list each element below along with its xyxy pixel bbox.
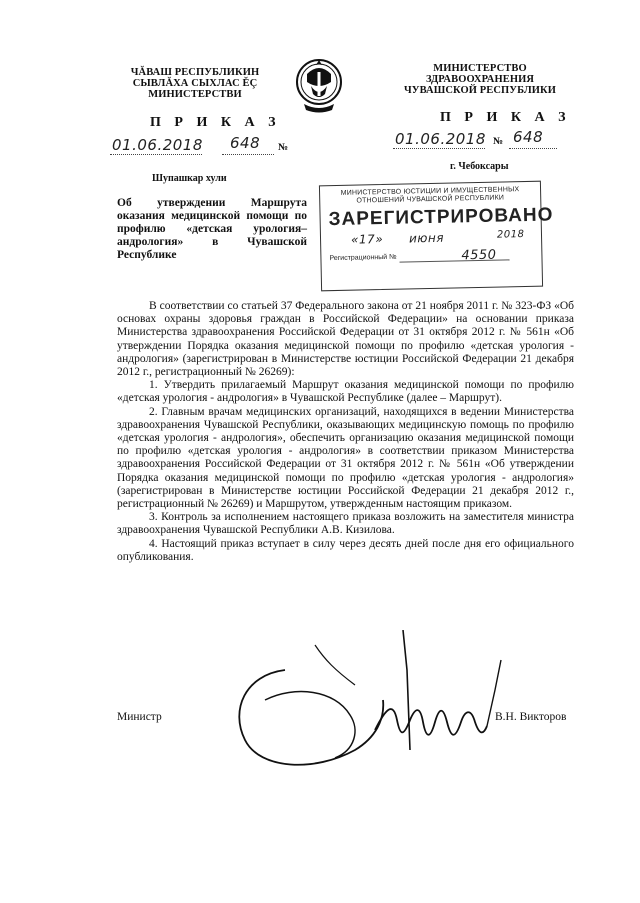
left-header-line3: МИНИСТЕРСТВИ: [148, 89, 242, 100]
right-header-line2: ЗДРАВООХРАНЕНИЯ: [425, 74, 535, 85]
left-prikaz-title: П Р И К А З: [150, 115, 281, 130]
document-body: [117, 300, 574, 564]
stamp-reg-number: 4550: [461, 247, 497, 264]
left-header: [95, 67, 295, 100]
right-header-line1: МИНИСТЕРСТВО: [433, 63, 527, 74]
emblem-icon: [294, 52, 344, 116]
body-intro: В соответствии со статьей 37 Федерального закона от 21 ноября 2011 г. № 323-ФЗ «Об основах охраны здоровья граждан в Российской Федерации» на основании приказа Министерства здравоохранения Российской Федерации от 31 октября 2012 г. № 561н «Об утверждении Порядка оказания медицинской помощи по профилю «детская урология - андрология» (зарегистрирован в Министерстве юстиции Российской Федерации 21 декабря 2012 г., регистрационный № 26269):: [117, 300, 574, 379]
right-city: г. Чебоксары: [450, 161, 509, 172]
stamp-line2: ОТНОШЕНИЙ ЧУВАШСКОЙ РЕСПУБЛИКИ: [356, 194, 505, 205]
coat-of-arms-emblem: [294, 52, 344, 116]
right-number-underline: [509, 148, 557, 149]
stamp-registration: [329, 249, 533, 265]
stamp-date: [329, 229, 533, 249]
left-date: 01.06.2018: [112, 136, 203, 154]
left-header-line2: СЫВЛĂХА СЫХЛАС ĔÇ: [132, 78, 258, 89]
body-item-2: 2. Главным врачам медицинских организаций, находящихся в ведении Министерства здравоохранения Чувашской Республики, оказывающих медицинскую помощь по профилю «детская урология - андрология», обеспечить организацию оказания медицинской помощи по профилю «детская урология - андрология» в соответствии приказом Министерства здравоохранения Российской Федерации от 31 октября 2012 г. № 561н «Об утверждении Порядка оказания медицинской помощи по профилю «детская урология - андрология» (зарегистрирован в Министерстве юстиции Российской Федерации 21 декабря 2012 г., регистрационный № 26269) и Маршрутом, утвержденным настоящим приказом.: [117, 405, 574, 511]
left-date-number: [110, 134, 300, 158]
document-title: Об утверждении Маршрута оказания медицинской помощи по профилю «детская урология–андрология» в Чувашской Республике: [117, 197, 307, 261]
right-number-sign: №: [493, 136, 504, 147]
signatory-name: В.Н. Викторов: [495, 711, 567, 723]
stamp-month: июня: [408, 230, 445, 246]
signature-icon: [225, 630, 535, 775]
handwritten-signature: [225, 630, 535, 775]
right-header-line3: ЧУВАШСКОЙ РЕСПУБЛИКИ: [403, 85, 557, 96]
registration-stamp: [319, 181, 554, 292]
right-date-number: [393, 128, 583, 152]
stamp-year: 2018: [496, 229, 525, 241]
left-number-sign: №: [278, 142, 289, 153]
body-item-4: 4. Настоящий приказ вступает в силу через десять дней после дня его официального опубликования.: [117, 537, 574, 563]
stamp-reg-label: Регистрационный №: [329, 253, 397, 263]
body-item-3: 3. Контроль за исполнением настоящего приказа возложить на заместителя министра здравоохранения Чувашской Республики А.В. Кизилова.: [117, 511, 574, 537]
left-header-line1: ЧĂВАШ РЕСПУБЛИКИН: [130, 67, 260, 78]
signatory-position: Министр: [117, 711, 162, 723]
right-header: [380, 63, 580, 96]
left-number-underline: [222, 154, 274, 155]
stamp-main: ЗАРЕГИСТРИРОВАНО: [328, 204, 554, 231]
right-date-underline: [393, 148, 485, 149]
left-number: 648: [230, 134, 261, 152]
right-date: 01.06.2018: [395, 130, 486, 148]
left-date-underline: [110, 154, 202, 155]
stamp-line1: МИНИСТЕРСТВО ЮСТИЦИИ И ИМУЩЕСТВЕННЫХ: [340, 186, 520, 197]
body-item-1: 1. Утвердить прилагаемый Маршрут оказания медицинской помощи по профилю «детская урология - андрология» в Чувашской Республике (далее – Маршрут).: [117, 379, 574, 405]
right-prikaz-title: П Р И К А З: [440, 110, 571, 125]
right-number: 648: [513, 128, 544, 146]
left-city: Шупашкар хули: [152, 173, 227, 184]
stamp-day: «17»: [350, 232, 384, 247]
